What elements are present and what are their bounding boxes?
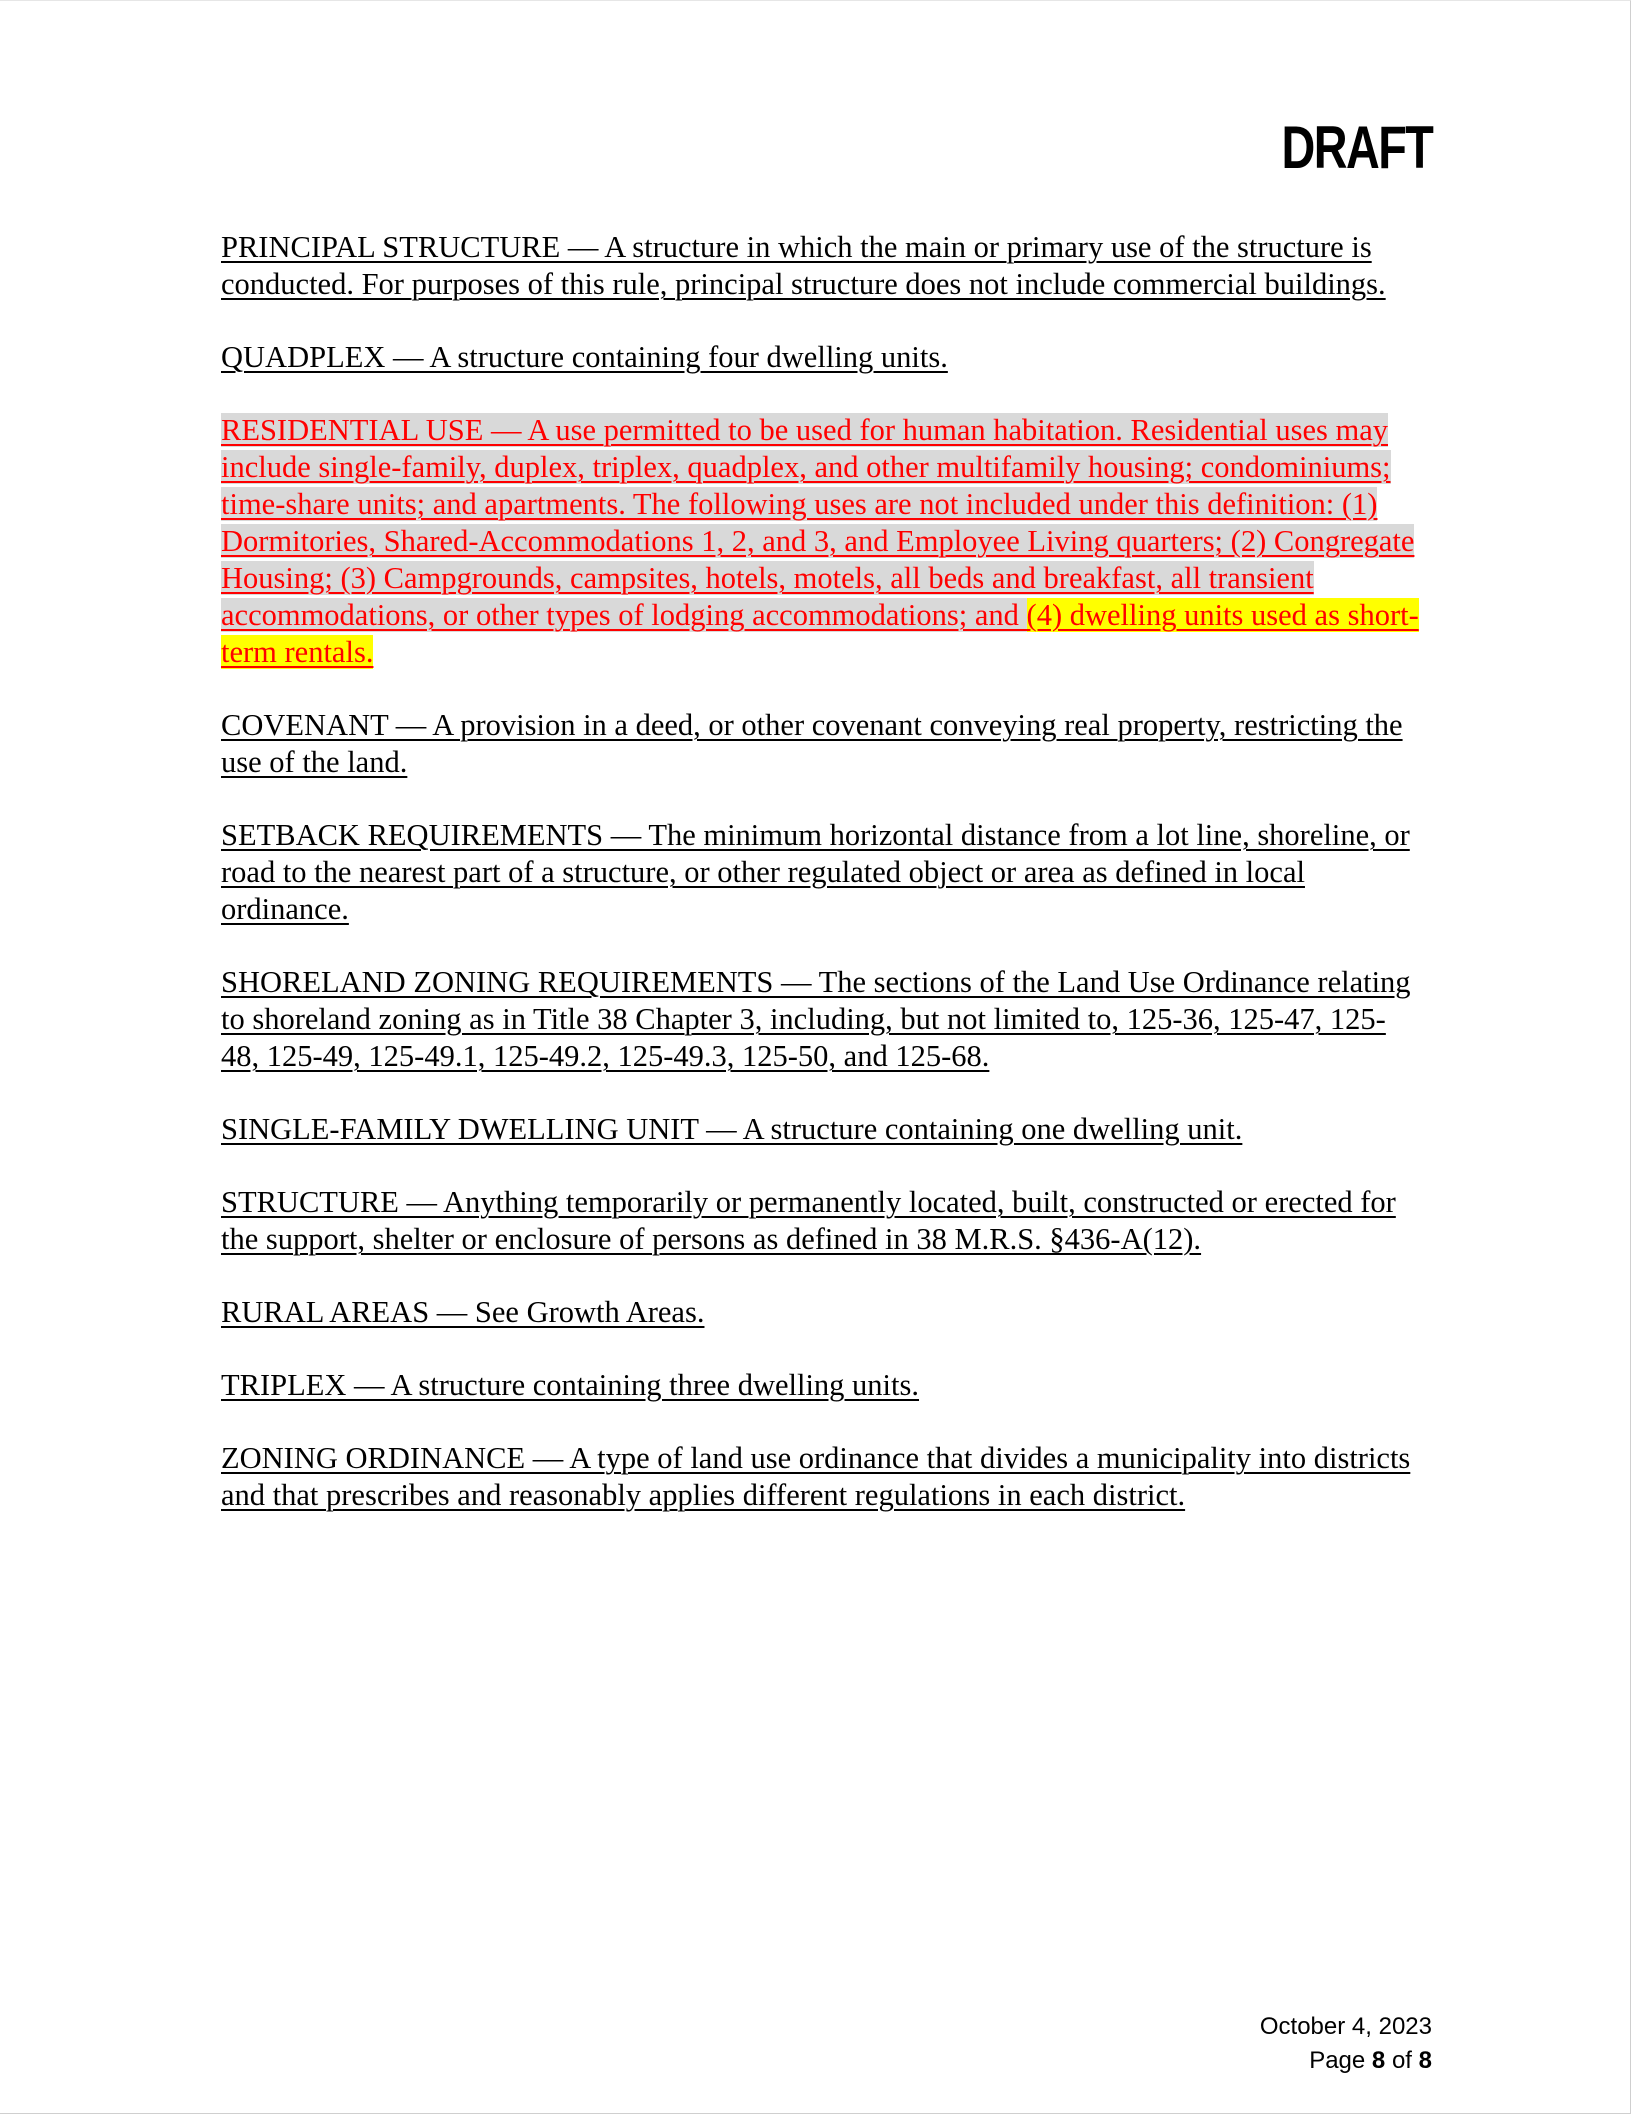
draft-watermark: DRAFT [1281, 114, 1432, 181]
definition-residential-use [221, 412, 1421, 671]
page-footer [1260, 2010, 1432, 2078]
page-total: 8 [1418, 2047, 1432, 2074]
residential-use-highlighted-text: (4) dwelling units used as short-term rentals. [221, 598, 1419, 669]
definition-quadplex: QUADPLEX — A structure containing four dwelling units. [221, 340, 948, 374]
definition-structure: STRUCTURE — Anything temporarily or permanently located, built, constructed or erected for the support, shelter or enclosure of persons as defined in 38 M.R.S. §436-A(12). [221, 1185, 1396, 1256]
page-word: Page [1309, 2047, 1366, 2074]
footer-page-number [1260, 2044, 1432, 2078]
definition-setback-requirements: SETBACK REQUIREMENTS — The minimum horizontal distance from a lot line, shoreline, or road to the nearest part of a structure, or other regulated object or area as defined in local ordinance. [221, 818, 1410, 926]
definition-single-family-dwelling-unit: SINGLE-FAMILY DWELLING UNIT — A structure containing one dwelling unit. [221, 1112, 1243, 1146]
definition-shoreland-zoning-requirements: SHORELAND ZONING REQUIREMENTS — The sections of the Land Use Ordinance relating to shoreland zoning as in Title 38 Chapter 3, including, but not limited to, 125-36, 125-47, 125-48, 125-49, 125-49.1, 125-49.2, 125-49.3, 125-50, and 125-68. [221, 965, 1411, 1073]
definition-triplex: TRIPLEX — A structure containing three dwelling units. [221, 1368, 920, 1402]
definition-covenant: COVENANT — A provision in a deed, or other covenant conveying real property, restricting the use of the land. [221, 708, 1403, 779]
definition-rural-areas: RURAL AREAS — See Growth Areas. [221, 1295, 705, 1329]
page-current: 8 [1371, 2047, 1386, 2074]
definitions-list [221, 229, 1421, 1550]
footer-date: October 4, 2023 [1259, 2013, 1432, 2040]
definition-zoning-ordinance: ZONING ORDINANCE — A type of land use ordinance that divides a municipality into districts and that prescribes and reasonably applies different regulations in each district. [221, 1441, 1411, 1512]
residential-use-main-text: RESIDENTIAL USE — A use permitted to be used for human habitation. Residential uses may include single-family, duplex, triplex, quadplex, and other multifamily housing; condominiums; time-share units; and apartments. The following uses are not included under this definition: (1) Dormitories, Shared-Accommodations 1, 2, and 3, and Employee Living quarters; (2) Congregate Housing; (3) Campgrounds, campsites, hotels, motels, all beds and breakfast, all transient accommodations, or other types of lodging accommodations; and [221, 413, 1415, 632]
page-of: of [1391, 2047, 1412, 2074]
definition-principal-structure: PRINCIPAL STRUCTURE — A structure in which the main or primary use of the structure is conducted. For purposes of this rule, principal structure does not include commercial buildings. [221, 230, 1386, 301]
